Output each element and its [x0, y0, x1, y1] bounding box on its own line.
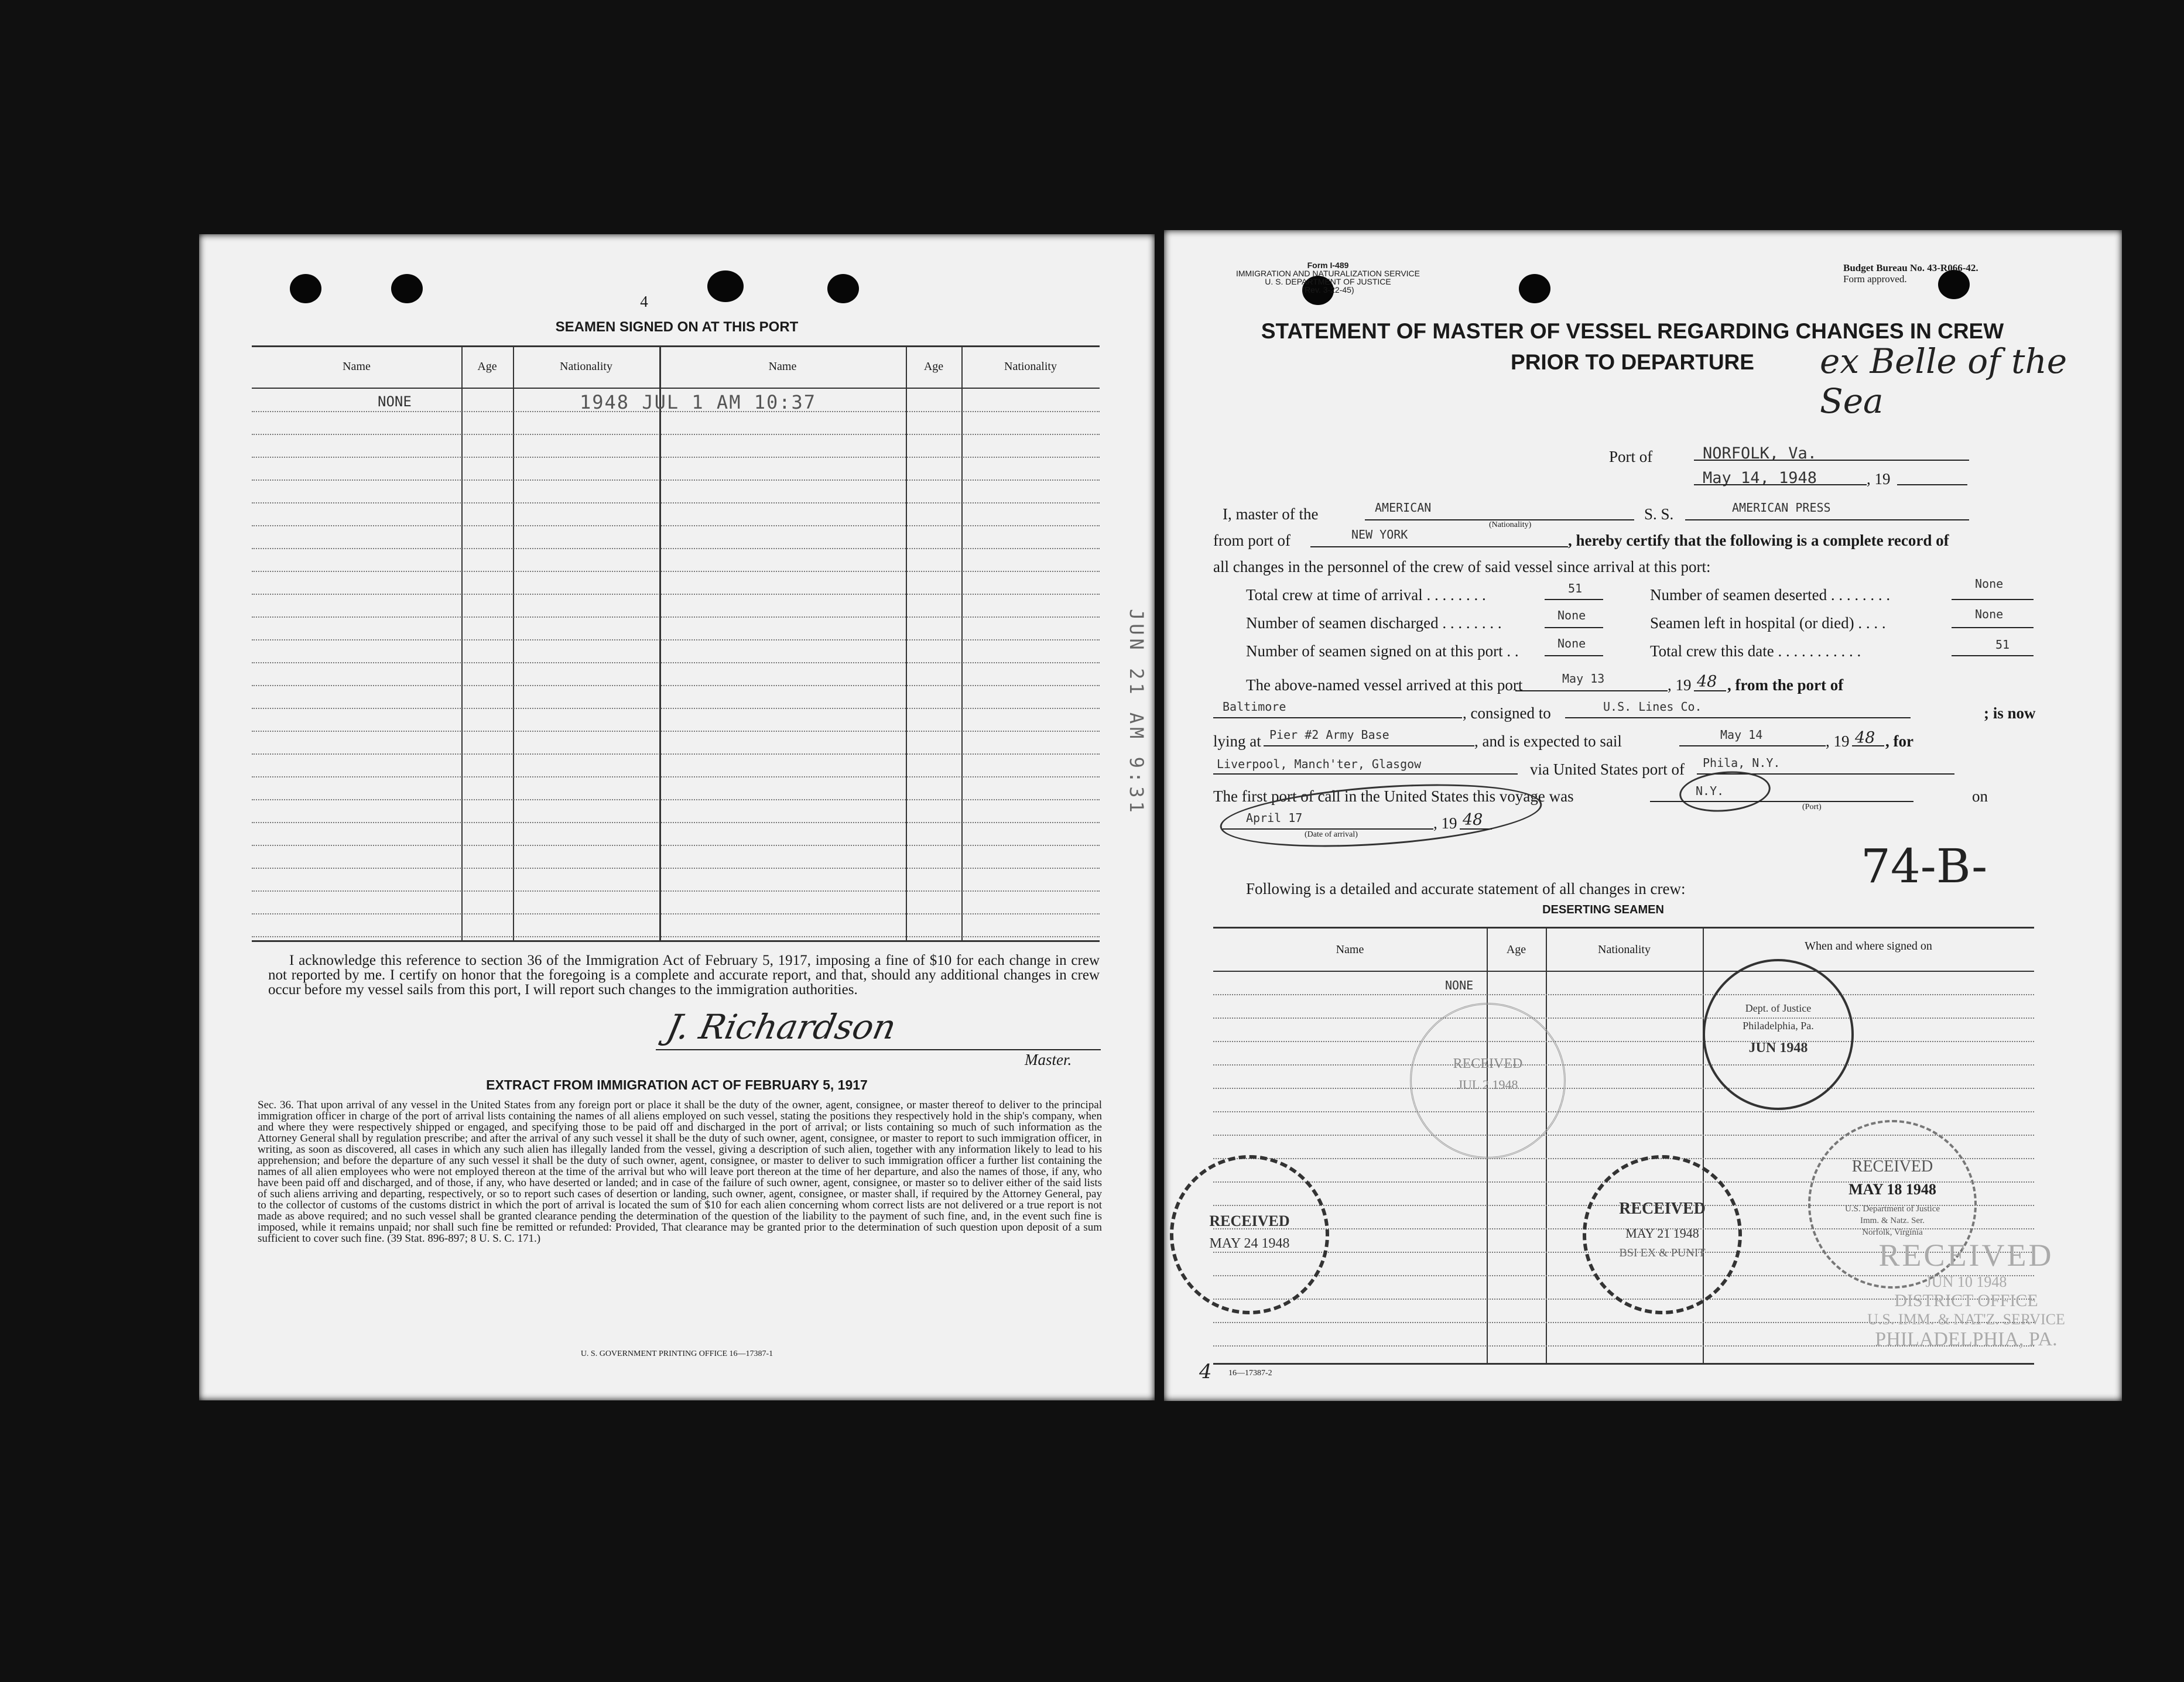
row-rule [252, 936, 1100, 937]
left-page [199, 234, 1155, 1400]
form-approved: Form approved. [1843, 273, 1907, 285]
nationality-field: AMERICAN [1375, 501, 1432, 515]
extract-title: EXTRACT FROM IMMIGRATION ACT OF FEBRUARY 5, 1917 [486, 1077, 868, 1092]
row-rule [252, 548, 1100, 549]
page-number: 4 [640, 293, 648, 310]
master-label: Master. [1025, 1051, 1072, 1068]
district-office-stamp: RECEIVED JUN 10 1948 DISTRICT OFFICE U.S. IMM. & NAT'Z. SERVICE PHILADELPHIA, PA. [1867, 1238, 2065, 1350]
punch-hole [827, 274, 859, 303]
budget-bureau: Budget Bureau No. 43-R066-42. [1843, 262, 1978, 273]
date-stamp-vertical: JUN 21 AM 9:31 [1125, 609, 1148, 816]
row-rule [1213, 1041, 2034, 1042]
row-rule [252, 868, 1100, 869]
total-crew-date: 51 [1995, 638, 2010, 652]
column-header: Name [1336, 943, 1364, 956]
row-rule [252, 799, 1100, 800]
column-header: Age [923, 360, 944, 373]
sail-year: 48 [1855, 729, 1875, 747]
handwritten-note: ex Belle of the Sea [1820, 341, 2067, 421]
column-header: Age [477, 360, 497, 373]
row-rule [252, 913, 1100, 914]
department-stamp: Dept. of Justice Philadelphia, Pa. JUN 1948 [1703, 959, 1854, 1110]
corner-mark: 4 [1199, 1360, 1212, 1383]
from-port-field: NEW YORK [1351, 527, 1408, 542]
row-rule [1213, 1111, 2034, 1112]
first-port: N.Y. [1696, 784, 1724, 798]
total-crew-arrival: 51 [1568, 581, 1583, 595]
row-rule [252, 822, 1100, 823]
certification-text: I acknowledge this reference to section 36 of the Immigration Act of February 5, 1917, imposing a fine of $10 for each change in crew not reported by me. I certify on honor that the foregoing is a complete and accurate report, and that, should any additional changes in crew occur before my vessel sails from this port, I will report such changes to the immigration authorities. [268, 953, 1100, 998]
sail-date: May 14 [1720, 728, 1763, 742]
punch-hole [1938, 270, 1970, 299]
seamen-signed-on: None [1557, 636, 1586, 650]
master-signature: J. Richardson [663, 1007, 900, 1047]
row-rule [252, 662, 1100, 663]
row-rule [252, 616, 1100, 618]
destination: Liverpool, Manch'ter, Glasgow [1217, 757, 1422, 771]
via-port: Phila, N.Y. [1703, 756, 1781, 770]
row-rule [1213, 1064, 2034, 1066]
row-rule [252, 639, 1100, 640]
lying-at: Pier #2 Army Base [1269, 728, 1389, 742]
punch-hole [707, 270, 744, 302]
column-header: Nationality [1004, 360, 1057, 373]
date-stamp: 1948 JUL 1 AM 10:37 [580, 391, 817, 413]
section-title: SEAMEN SIGNED ON AT THIS PORT [555, 319, 799, 335]
row-rule [1213, 1088, 2034, 1089]
punch-hole [290, 274, 321, 303]
row-rule [252, 457, 1100, 458]
column-header: Name [768, 360, 797, 373]
arrived-date: May 13 [1562, 672, 1605, 686]
following-text: Following is a detailed and accurate statement of all changes in crew: [1246, 880, 1686, 897]
received-stamp: RECEIVED MAY 18 1948 U.S. Department of Justice Imm. & Natz. Ser. Norfolk, Virginia [1808, 1120, 1977, 1289]
row-rule [252, 571, 1100, 572]
form-title: STATEMENT OF MASTER OF VESSEL REGARDING CHANGES IN CREW [1261, 319, 2004, 343]
received-stamp: RECEIVED JUL 2 1948 [1410, 1003, 1566, 1159]
printing-code: 16—17387-2 [1228, 1369, 1272, 1378]
row-rule [252, 434, 1100, 435]
right-page: Form I-489 IMMIGRATION AND NATURALIZATION SERVICE U. S. DEPARTMENT OF JUSTICE (Rev. 3-22-45) Budget Bureau No. 43-R066-42. Form approved. STATEMENT OF MASTER OF VESSEL REGARDING CHANGES IN CREW PRIOR TO DEPARTURE ex Belle of the Sea Port of NORFOLK, Va. May 14, 1948 , 19 I, master of the AMERICAN (Nationality) S. S. AMERICAN PRESS from port of NEW YORK , hereby certify that the following is a complete record of all changes in the personnel of the crew of said vessel since arrival at this port: Total crew at time of arrival . . . . . . . . 51 Number of seamen deserted . . . . . . . . None Number of seamen discharged . . . . . . . . None Seamen left in hospital (or died) . . . . None Number of seamen signed on at this port . . None Total crew this date . . . . . . . . . . . 51 The above-named vessel arrived at this port May 13 , 19 48 , from the port of Baltimore , consigned to U.S. Lines Co. ; is now lying at Pier #2 Army Base , and is expected to sail May 14 , 19 48 , for Liverpool, Manch'ter, Glasgow via United States port of Phila, N.Y. The first port of call in the United States this voyage was N.Y. (Port) on April 17 (Date of arrival) , 19 48 74-B- Following is a detailed and accurate statement of all changes in crew: DESERTING SEAMEN Name Age Nationality When and where signed on NONE RECEIVED JUL 2 1948 Dept. of Justice Philadelphia, Pa. JUN 1948 RECEIVED MAY 24 1948 RECEIVED MAY 21 1948 BSI EX & PUNIT RECEIVED MAY 18 1948 U.S. Department of Justice Imm. & Natz. Ser. Norfolk, Virginia RECEIVED JUN 10 1948 DISTRICT OFFICE U.S. IMM. & NAT'Z. SERVICE PHILADELPHIA, PA. 16—17387-2 4 [1164, 230, 2122, 1401]
column-header: Nationality [1598, 943, 1651, 956]
deserting-title: DESERTING SEAMEN [1542, 903, 1664, 916]
consigned-to: U.S. Lines Co. [1603, 700, 1702, 714]
ink-circle [1678, 768, 1772, 815]
arrived-year: 48 [1697, 673, 1717, 691]
punch-hole [391, 274, 423, 303]
row-rule [252, 594, 1100, 595]
seamen-discharged: None [1557, 608, 1586, 622]
date-field: May 14, 1948 [1703, 469, 1817, 487]
row-rule [252, 776, 1100, 777]
column-header: Name [343, 360, 371, 373]
handwritten-code: 74-B- [1861, 839, 1988, 893]
row-rule [1213, 994, 2034, 995]
first-port-year: 48 [1463, 811, 1483, 829]
row-rule [252, 753, 1100, 755]
seamen-deserted: None [1975, 577, 2004, 591]
row-rule [252, 502, 1100, 503]
punch-hole [1519, 274, 1550, 303]
table-row-name: NONE [378, 393, 412, 410]
port-field: NORFOLK, Va. [1703, 444, 1817, 463]
form-subtitle: PRIOR TO DEPARTURE [1511, 350, 1754, 374]
row-rule [252, 525, 1100, 526]
from-port-of: Baltimore [1223, 700, 1286, 714]
row-rule [252, 479, 1100, 481]
seamen-hospital: None [1975, 607, 2004, 621]
column-header: Nationality [560, 360, 612, 373]
statute-text: Sec. 36. That upon arrival of any vessel in the United States from any foreign port or place it shall be the duty of the owner, agent, consignee, or master thereof to deliver to the principal immigration officer in charge of the port of arrival lists containing the names of all aliens employed on such vessel, stating the positions they respectively hold in the ship's company, when and where they were respectively shipped or engaged, and specifying those to be paid off and discharged in the port of arrival; or lists containing so much of such information as the Attorney General shall by regulation prescribe; and after the arrival of any such vessel it shall be the duty of such owner, agent, consignee, or master to report to such immigration officer, in writing, as soon as discovered, all cases in which any such alien has illegally landed from the vessel, giving a description of such alien, together with any information likely to lead to his apprehension; and before the departure of any such vessel it shall be the duty of such owner, agent, consignee, or master to deliver to such immigration officer a further list containing the names of all alien employees who were not employed thereon at the time of the arrival but who will leave port thereon at the time of her departure, and also the names of those, if any, who have been paid off and discharged, and of those, if any, who have deserted or landed; and in case of the failure of such owner, agent, consignee, or master so to deliver either of the said lists of such aliens arriving and departing, respectively, or so to report such cases of desertion or landing, such owner, agent, consignee, or master shall, if required by the Attorney General, pay to the collector of customs of the customs district in which the port of arrival is located the sum of $10 for each alien concerning whom correct lists are not delivered or a true report is not made as above required; and no such vessel shall be granted clearance pending the determination of the question of the liability to the payment of such fine, and, in the event such fine is imposed, while it remains unpaid; nor shall such fine be remitted or refunded: Provided, That clearance may be granted prior to the determination of such question upon deposit of a sum sufficient to cover such fine. (39 Stat. 896-897; 8 U. S. C. 171.) [258, 1099, 1102, 1245]
vessel-field: AMERICAN PRESS [1732, 501, 1831, 515]
received-stamp: RECEIVED MAY 21 1948 BSI EX & PUNIT [1583, 1155, 1742, 1314]
row-rule [252, 890, 1100, 892]
row-rule [1213, 1018, 2034, 1019]
column-header: When and where signed on [1805, 940, 1932, 953]
printing-office: U. S. GOVERNMENT PRINTING OFFICE 16—17387-1 [580, 1349, 773, 1358]
row-rule [252, 708, 1100, 709]
row-rule [252, 731, 1100, 732]
form-header: Form I-489 IMMIGRATION AND NATURALIZATION SERVICE U. S. DEPARTMENT OF JUSTICE (Rev. 3-22-45) [1236, 261, 1420, 294]
first-port-date: April 17 [1246, 811, 1303, 825]
row-rule [252, 685, 1100, 686]
row-rule [252, 845, 1100, 846]
table-row-name: NONE [1445, 978, 1474, 992]
received-stamp: RECEIVED MAY 24 1948 [1170, 1155, 1329, 1314]
column-header: Age [1506, 943, 1526, 956]
